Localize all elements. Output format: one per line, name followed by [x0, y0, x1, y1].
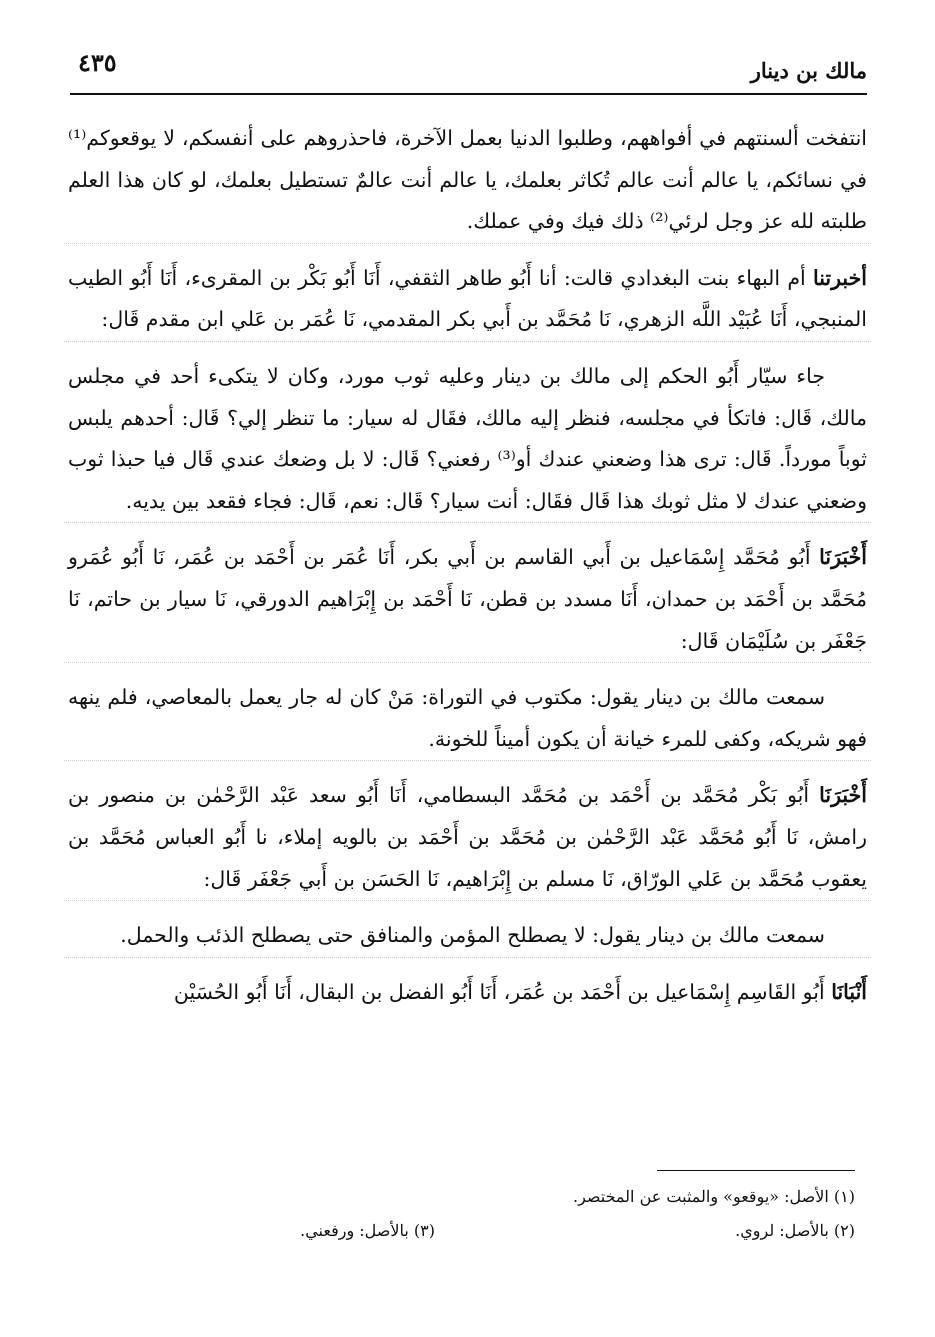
- paragraph-text: أَبُو القَاسِم إِسْمَاعيل بن أَحْمَد بن عُمَر، أَنَا أَبُو الفضل بن البقال، أَنَا أَبُو الحُسَيْن: [173, 979, 832, 1004]
- paragraph-text: أَبُو بَكْر مُحَمَّد بن أَحْمَد بن مُحَمَّد البسطامي، أَنَا أَبُو سعد عَبْد الرَّحْمٰن بن منصور بن رامش، نَا أَبُو مُحَمَّد عَبْد الرَّحْمٰن بن مُحَمَّد بن أَحْمَد بن بالويه إملاء، نا أَبُو العباس مُحَمَّد بن يعقوب مُحَمَّد بن عَلي الورّاق، نَا مسلم بن إِبْرَاهيم، نَا الحَسَن بن أَبي جَعْفَر قَال:: [68, 783, 867, 891]
- divider: [64, 760, 871, 775]
- paragraph-1: [68, 118, 867, 243]
- header-rule: [70, 93, 867, 95]
- paragraph-text: سمعت مالك بن دينار يقول: لا يصطلح المؤمن والمنافق حتى يصطلح الذئب والحمل.: [120, 923, 825, 948]
- paragraph-8: [68, 972, 867, 1014]
- page-number: ٤٣٥: [78, 48, 117, 77]
- paragraph-6: [68, 775, 867, 900]
- paragraph-lead: أَخْبَرَنَا: [819, 783, 867, 808]
- paragraph-5: [68, 677, 867, 760]
- paragraph-4: [68, 537, 867, 662]
- divider: [64, 662, 871, 677]
- footnotes: [80, 1180, 855, 1248]
- divider: [64, 243, 871, 258]
- paragraph-text: أَبُو مُحَمَّد إِسْمَاعيل بن أَبي القاسم بن أَبي بكر، أَنَا عُمَر بن أَحْمَد بن عُمَر، نَا أَبُو عُمَرو مُحَمَّد بن أَحْمَد بن حمدان، أَنَا مسدد بن قطن، نَا أَحْمَد بن إِبْرَاهيم الدورقي، نَا سيار بن حاتم، نَا جَعْفَر بن سُلَيْمَان قَال:: [68, 545, 867, 653]
- paragraph-2: [68, 258, 867, 341]
- paragraph-text: سمعت مالك بن دينار يقول: مكتوب في التوراة: مَنْ كان له جار يعمل بالمعاصي، فلم ينهه فهو شريكه، وكفى للمرء خيانة أن يكون أميناً للخونة.: [68, 685, 867, 751]
- page-header: [70, 44, 867, 92]
- paragraph-lead: أَخْبَرَنَا: [819, 545, 867, 570]
- body-text: [68, 118, 867, 1013]
- running-title: مالك بن دينار: [750, 58, 867, 83]
- paragraph-text: أم البهاء بنت البغدادي قالت: أنا أَبُو طاهر الثقفي، أَنَا أَبُو بَكْر بن المقرىء، أَنَا أَبُو الطيب المنبجي، أَنَا عُبَيْد اللَّه الزهري، نَا مُحَمَّد بن أَبي بكر المقدمي، نَا عُمَر بن عَلي ابن مقدم قَال:: [68, 265, 867, 332]
- footnote-2: (٢) بالأصل: لروي.: [735, 1221, 855, 1240]
- paragraph-text: جاء سيّار أَبُو الحكم إلى مالك بن دينار وعليه ثوب مورد، وكان لا يتكىء أحد في مجلس مالك، قَال: فاتكأ في مجلسه، فنظر إليه مالك، فقَال له سيار: ما تنظر إلي؟ قَال: أحدهم يلبس ثوباً مورداً. قَال: ترى هذا وضعني عندك أو⁽³⁾ رفعني؟ قَال: لا بل وضعك عندي قَال فيا حبذا ثوب وضعني عندك لا مثل ثوبك هذا قَال فقَال: أنت سيار؟ قَال: نعم، قَال: فجاء فقعد بين يديه.: [68, 363, 867, 513]
- footnote-3: (٣) بالأصل: ورفعني.: [300, 1221, 435, 1240]
- paragraph-lead: أَنْبَانَا: [831, 979, 867, 1004]
- footnote-1: (١) الأصل: «يوقعو» والمثبت عن المختصر.: [572, 1187, 855, 1206]
- paragraph-lead: أخبرتنا: [812, 265, 867, 290]
- divider: [64, 522, 871, 537]
- footnote-row: [80, 1214, 855, 1248]
- divider: [64, 341, 871, 356]
- paragraph-7: [68, 915, 867, 957]
- divider: [64, 957, 871, 972]
- footnote-rule: [657, 1170, 855, 1171]
- paragraph-text: انتفخت ألسنتهم في أفواههم، وطلبوا الدنيا بعمل الآخرة، فاحذروهم على أنفسكم، لا يوقعوكم⁽¹⁾ في نسائكم، يا عالم أنت عالم تُكاثر بعلمك، يا عالم أنت عالمٌ تستطيل بعلمك، لو كان هذا العلم طلبته لله عز وجل لرئي⁽²⁾ ذلك فيك وفي عملك.: [68, 126, 867, 234]
- divider: [64, 900, 871, 915]
- paragraph-3: [68, 356, 867, 522]
